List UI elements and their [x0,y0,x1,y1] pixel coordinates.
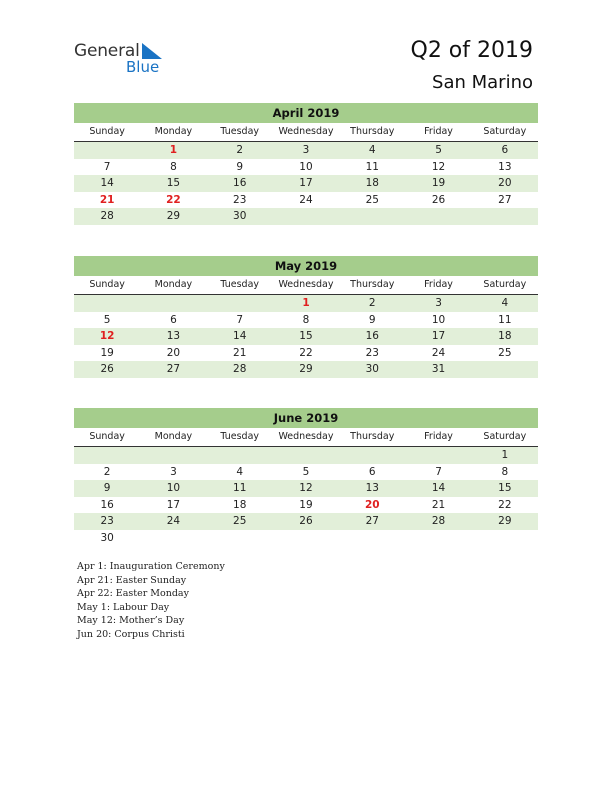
day-cell: 11 [233,482,247,494]
weekday-label: Thursday [350,279,395,290]
day-cell: 8 [170,160,177,173]
weekday-label: Thursday [350,126,395,137]
day-cell: 19 [100,346,114,359]
weekday-label: Friday [424,431,453,442]
week-row [74,345,538,362]
day-cell: 22 [299,346,313,359]
day-cell: 7 [103,160,111,173]
weekday-label: Saturday [483,279,527,290]
empty-day-cell [273,208,339,225]
day-cell: 25 [233,515,247,527]
holiday-day-cell: 21 [99,193,115,206]
logo [74,41,174,81]
day-cell: 17 [299,177,313,189]
day-cell: 15 [299,330,313,342]
empty-day-cell [339,447,405,464]
day-cell: 28 [100,210,114,222]
day-cell: 4 [236,465,244,478]
day-cell: 23 [365,346,379,359]
day-cell: 26 [299,515,313,527]
week-row [74,464,538,481]
empty-day-cell [74,447,140,464]
day-cell: 20 [498,177,512,189]
day-cell: 17 [166,498,181,511]
weekday-label: Friday [424,126,453,137]
day-cell: 31 [431,363,446,375]
day-cell: 13 [365,482,379,494]
empty-day-cell [207,447,273,464]
day-cell: 9 [368,313,376,326]
empty-day-cell [74,295,140,312]
empty-day-cell [273,530,339,547]
weekday-label: Saturday [483,431,527,442]
day-cell: 22 [498,498,512,511]
weekday-label: Tuesday [220,279,260,290]
day-cell: 10 [299,160,313,173]
day-cell: 14 [100,177,114,189]
day-cell: 8 [302,313,310,326]
day-cell: 26 [100,363,114,375]
weekday-label: Monday [154,431,193,442]
empty-day-cell [472,208,538,225]
weekday-label: Saturday [483,126,527,137]
month-june [74,408,538,546]
weekday-label: Sunday [89,126,125,137]
holiday-day-cell: 1 [169,144,178,156]
day-cell: 18 [365,177,379,189]
day-cell: 12 [299,482,313,494]
day-cell: 3 [170,465,177,478]
empty-day-cell [140,295,206,312]
day-cell: 25 [498,346,512,359]
month-april [74,103,538,225]
holiday-note: May 1: Labour Day [77,601,170,613]
page-title: Q2 of 2019 [410,38,533,63]
empty-day-cell [74,142,140,159]
day-cell: 13 [166,330,181,342]
day-cell: 26 [431,193,446,206]
week-row [74,361,538,378]
week-row [74,192,538,209]
day-cell: 3 [435,297,442,309]
week-row [74,497,538,514]
day-cell: 14 [431,482,446,494]
day-cell: 2 [236,144,244,156]
day-cell: 5 [435,144,442,156]
day-cell: 6 [368,465,376,478]
day-cell: 3 [302,144,310,156]
empty-day-cell [140,530,206,547]
weekday-label: Wednesday [278,279,334,290]
week-row [74,175,538,192]
month-may [74,256,538,378]
holiday-day-cell: 20 [364,498,380,511]
day-cell: 12 [431,160,446,173]
weekday-label: Sunday [89,431,125,442]
week-row [74,142,538,159]
day-cell: 29 [166,210,181,222]
week-row [74,159,538,176]
weekday-label: Tuesday [220,126,260,137]
day-cell: 21 [233,346,247,359]
day-cell: 13 [498,160,512,173]
weekday-label: Friday [424,279,453,290]
day-cell: 9 [103,482,111,494]
day-cell: 10 [431,313,446,326]
day-cell: 11 [498,313,512,326]
day-cell: 19 [299,498,313,511]
weekday-header-row [74,428,538,447]
week-row [74,530,538,547]
day-cell: 27 [365,515,379,527]
day-cell: 5 [103,313,111,326]
day-cell: 4 [368,144,376,156]
day-cell: 28 [233,363,247,375]
holiday-notes [77,560,225,641]
day-cell: 16 [233,177,247,189]
day-cell: 9 [236,160,244,173]
logo-text-general: General [74,41,140,61]
holiday-day-cell: 22 [166,193,181,206]
day-cell: 24 [299,193,313,206]
holiday-day-cell: 1 [302,297,310,309]
holiday-day-cell: 12 [99,330,115,342]
month-title: May 2019 [74,256,538,276]
day-cell: 21 [431,498,446,511]
empty-day-cell [207,295,273,312]
empty-day-cell [405,208,471,225]
week-row [74,312,538,329]
holiday-note: Jun 20: Corpus Christi [77,628,185,640]
day-cell: 18 [233,498,247,511]
empty-day-cell [405,447,471,464]
day-cell: 15 [498,482,512,494]
day-cell: 20 [166,346,181,359]
day-cell: 7 [236,313,244,326]
day-cell: 18 [498,330,512,342]
day-cell: 10 [166,482,181,494]
weekday-label: Wednesday [278,431,334,442]
day-cell: 16 [365,330,379,342]
empty-day-cell [472,530,538,547]
week-row [74,480,538,497]
weekday-header-row [74,123,538,142]
holiday-note: Apr 22: Easter Monday [77,588,189,599]
day-cell: 29 [498,515,512,527]
empty-day-cell [405,530,471,547]
day-cell: 14 [233,330,247,342]
day-cell: 24 [166,515,181,527]
page-subtitle: San Marino [432,72,533,93]
day-cell: 2 [103,465,111,478]
day-cell: 1 [501,449,509,461]
month-title: April 2019 [74,103,538,123]
day-cell: 23 [233,193,247,206]
week-row [74,447,538,464]
logo-triangle-icon [142,43,162,59]
week-row [74,295,538,312]
month-title: June 2019 [74,408,538,428]
weekday-label: Wednesday [278,126,334,137]
empty-day-cell [140,447,206,464]
empty-day-cell [339,208,405,225]
day-cell: 7 [435,465,442,478]
holiday-note: Apr 21: Easter Sunday [77,574,187,586]
day-cell: 6 [501,144,509,156]
logo-text-blue: Blue [126,58,160,76]
day-cell: 5 [302,465,310,478]
day-cell: 2 [368,297,376,309]
weekday-label: Monday [154,279,193,290]
day-cell: 24 [431,346,446,359]
day-cell: 27 [166,363,181,375]
empty-day-cell [273,447,339,464]
empty-day-cell [207,530,273,547]
week-row [74,208,538,225]
day-cell: 28 [431,515,446,527]
holiday-note: Apr 1: Inauguration Ceremony [77,561,225,572]
day-cell: 16 [100,498,114,511]
empty-day-cell [472,361,538,378]
day-cell: 6 [170,313,177,326]
day-cell: 30 [365,363,379,375]
week-row [74,513,538,530]
weekday-label: Sunday [89,279,125,290]
day-cell: 11 [365,160,379,173]
weekday-label: Tuesday [220,431,260,442]
weekday-label: Thursday [350,431,395,442]
weekday-label: Monday [154,126,193,137]
day-cell: 17 [431,330,446,342]
empty-day-cell [339,530,405,547]
week-row [74,328,538,345]
day-cell: 4 [501,297,509,309]
day-cell: 27 [498,193,512,206]
weekday-header-row [74,276,538,295]
day-cell: 19 [431,177,446,189]
day-cell: 25 [365,193,379,206]
day-cell: 23 [100,515,114,527]
day-cell: 15 [166,177,181,189]
day-cell: 29 [299,363,313,375]
holiday-note: May 12: Mother’s Day [77,615,185,626]
day-cell: 30 [100,531,114,544]
day-cell: 8 [501,465,509,478]
day-cell: 30 [233,210,247,222]
